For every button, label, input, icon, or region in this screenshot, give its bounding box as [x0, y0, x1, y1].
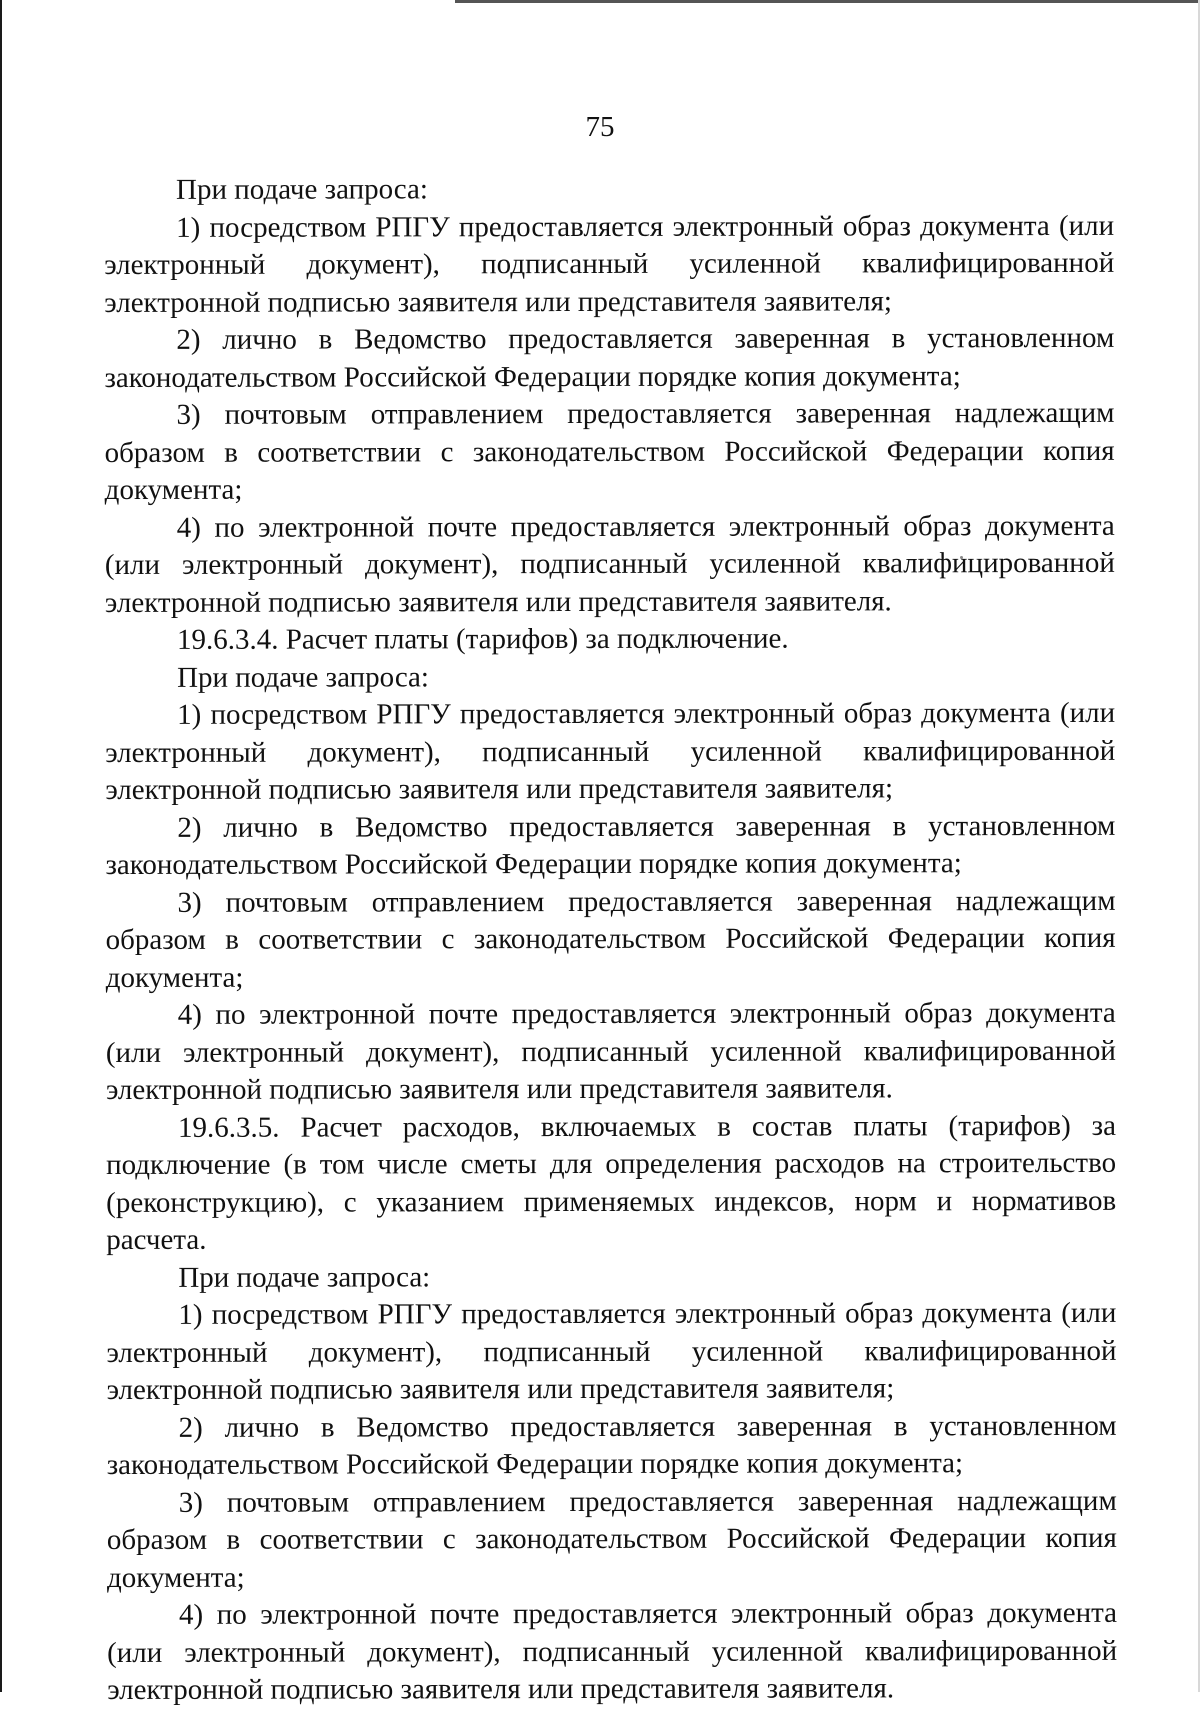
paragraph-section-19-6-3-4: 19.6.3.4. Расчет платы (тарифов) за подключение.: [176, 622, 789, 656]
document-body: [104, 170, 1117, 1710]
paragraph-item-email: 4) по электронной почте предоставляется электронный образ документа (или электронный документ), подписанный усиленной квалифицированной электронной подписью заявителя или представителя заявителя.: [105, 996, 1116, 1106]
paragraph-item-rpgu: 1) посредством РПГУ предоставляется электронный образ документа (или электронный документ), подписанный усиленной квалифицированной электронной подписью заявителя или представителя заявителя;: [105, 696, 1116, 806]
paragraph-item-in-person: 2) лично в Ведомство предоставляется заверенная в установленном законодательством Российской Федерации порядке копия документа;: [104, 321, 1115, 394]
paragraph-item-mail: 3) почтовым отправлением предоставляется заверенная надлежащим образом в соответствии с законодательством Российской Федерации копия документа;: [104, 396, 1115, 506]
paragraph-request-intro: При подаче запроса:: [178, 1260, 431, 1294]
paragraph-section-19-6-3-5: 19.6.3.5. Расчет расходов, включаемых в состав платы (тарифов) за подключение (в том числе сметы для определения расходов на строительство (реконструкцию), с указанием применяемых индексов, норм и нормативов расчета.: [106, 1109, 1117, 1256]
paragraph-item-mail: 3) почтовым отправлением предоставляется заверенная надлежащим образом в соответствии с законодательством Российской Федерации копия документа;: [105, 884, 1116, 994]
paragraph-item-email: 4) по электронной почте предоставляется электронный образ документа (или электронный документ), подписанный усиленной квалифицированной электронной подписью заявителя или представителя заявителя.: [104, 509, 1115, 619]
paragraph-item-rpgu: 1) посредством РПГУ предоставляется электронный образ документа (или электронный документ), подписанный усиленной квалифицированной электронной подписью заявителя или представителя заявителя;: [104, 209, 1115, 319]
paragraph-item-rpgu: 1) посредством РПГУ предоставляется электронный образ документа (или электронный документ), подписанный усиленной квалифицированной электронной подписью заявителя или представителя заявителя;: [106, 1296, 1117, 1406]
paragraph-item-in-person: 2) лично в Ведомство предоставляется заверенная в установленном законодательством Российской Федерации порядке копия документа;: [106, 1409, 1117, 1481]
page-number: 75: [585, 111, 615, 143]
paragraph-item-in-person: 2) лично в Ведомство предоставляется заверенная в установленном законодательством Российской Федерации порядке копия документа;: [105, 809, 1116, 881]
paragraph-request-intro: При подаче запроса:: [177, 660, 430, 694]
paragraph-request-intro: При подаче запроса:: [176, 173, 428, 206]
paragraph-item-mail: 3) почтовым отправлением предоставляется заверенная надлежащим образом в соответствии с законодательством Российской Федерации копия документа;: [106, 1484, 1117, 1594]
scan-border-top: [455, 0, 1200, 3]
scan-border-left: [0, 0, 2, 1692]
paragraph-item-email: 4) по электронной почте предоставляется электронный образ документа (или электронный документ), подписанный усиленной квалифицированной электронной подписью заявителя или представителя заявителя.: [107, 1596, 1118, 1706]
